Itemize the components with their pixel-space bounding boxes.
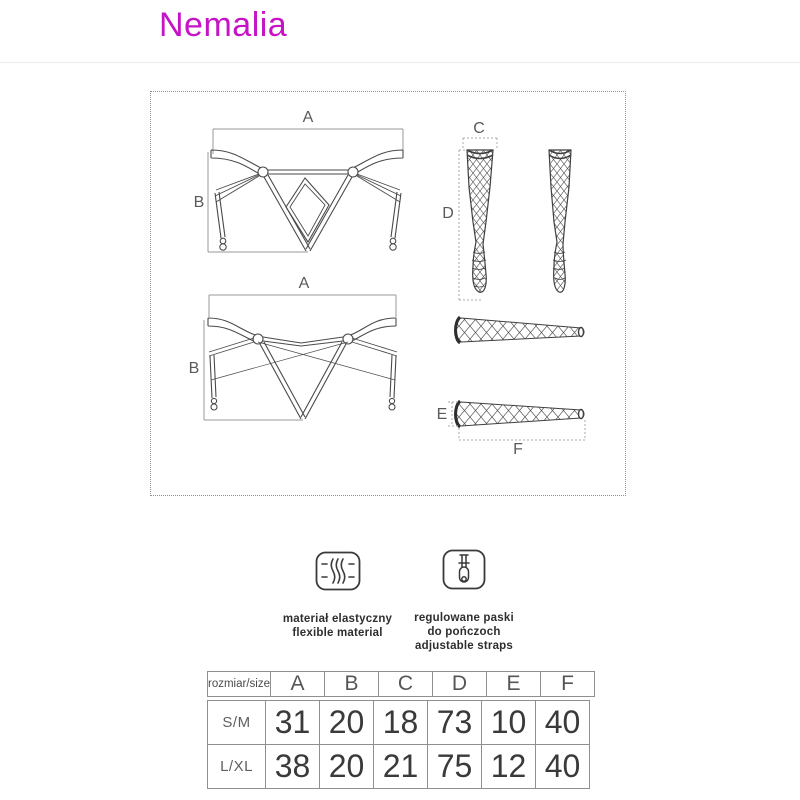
back-garter-belt [208, 318, 397, 419]
technical-diagram-box [150, 91, 626, 496]
feature-caption-line: do pończoch [427, 626, 501, 638]
column-header-c: C [378, 672, 432, 697]
column-header-f: F [540, 672, 594, 697]
size-value: 40 [536, 745, 590, 789]
dim-label-d: D [442, 205, 454, 222]
table-row-lxl [208, 745, 590, 789]
size-table-body [207, 700, 590, 789]
column-header-d: D [432, 672, 486, 697]
size-value: 20 [320, 701, 374, 745]
front-dimension-lines [208, 129, 403, 252]
column-header-a: A [270, 672, 324, 697]
back-dimension-lines [204, 295, 396, 420]
page-title: Nemalia [159, 6, 288, 44]
stocking-left [467, 150, 493, 292]
size-row-label: L/XL [208, 745, 266, 789]
size-value: 21 [374, 745, 428, 789]
feature-caption-line: regulowane paski [414, 612, 514, 624]
column-header-b: B [324, 672, 378, 697]
feature-adjustable-straps [390, 549, 538, 653]
feature-caption-line: flexible material [292, 627, 383, 639]
dim-label-a-front: A [302, 109, 314, 126]
size-value: 20 [320, 745, 374, 789]
size-row-label: S/M [208, 701, 266, 745]
size-value: 10 [482, 701, 536, 745]
stocking-top-tube [456, 317, 585, 343]
dim-label-e: E [436, 406, 448, 423]
table-row-sm [208, 701, 590, 745]
dim-label-b-front: B [193, 194, 205, 211]
size-value: 73 [428, 701, 482, 745]
size-value: 75 [428, 745, 482, 789]
dim-label-a-back: A [298, 275, 310, 292]
size-table [207, 671, 595, 789]
size-table-header [207, 671, 595, 697]
divider-rule [0, 62, 800, 63]
stocking-right [549, 150, 571, 292]
column-header-e: E [486, 672, 540, 697]
size-value: 12 [482, 745, 536, 789]
adjustable-straps-icon [442, 549, 486, 595]
technical-drawing [151, 92, 625, 495]
size-value: 40 [536, 701, 590, 745]
feature-elastic-material [265, 551, 410, 640]
dim-label-c: C [473, 120, 485, 137]
dim-label-b-back: B [188, 360, 200, 377]
size-value: 38 [266, 745, 320, 789]
size-value: 18 [374, 701, 428, 745]
feature-caption-line: materiał elastyczny [282, 613, 393, 625]
dim-label-f: F [513, 441, 523, 458]
front-garter-belt [211, 150, 403, 251]
stocking-top-tube-dimensioned [456, 401, 585, 427]
feature-caption-line: adjustable straps [415, 640, 513, 652]
size-table-corner-label: rozmiar/size [208, 672, 271, 697]
elastic-material-icon [315, 551, 361, 596]
size-value: 31 [266, 701, 320, 745]
